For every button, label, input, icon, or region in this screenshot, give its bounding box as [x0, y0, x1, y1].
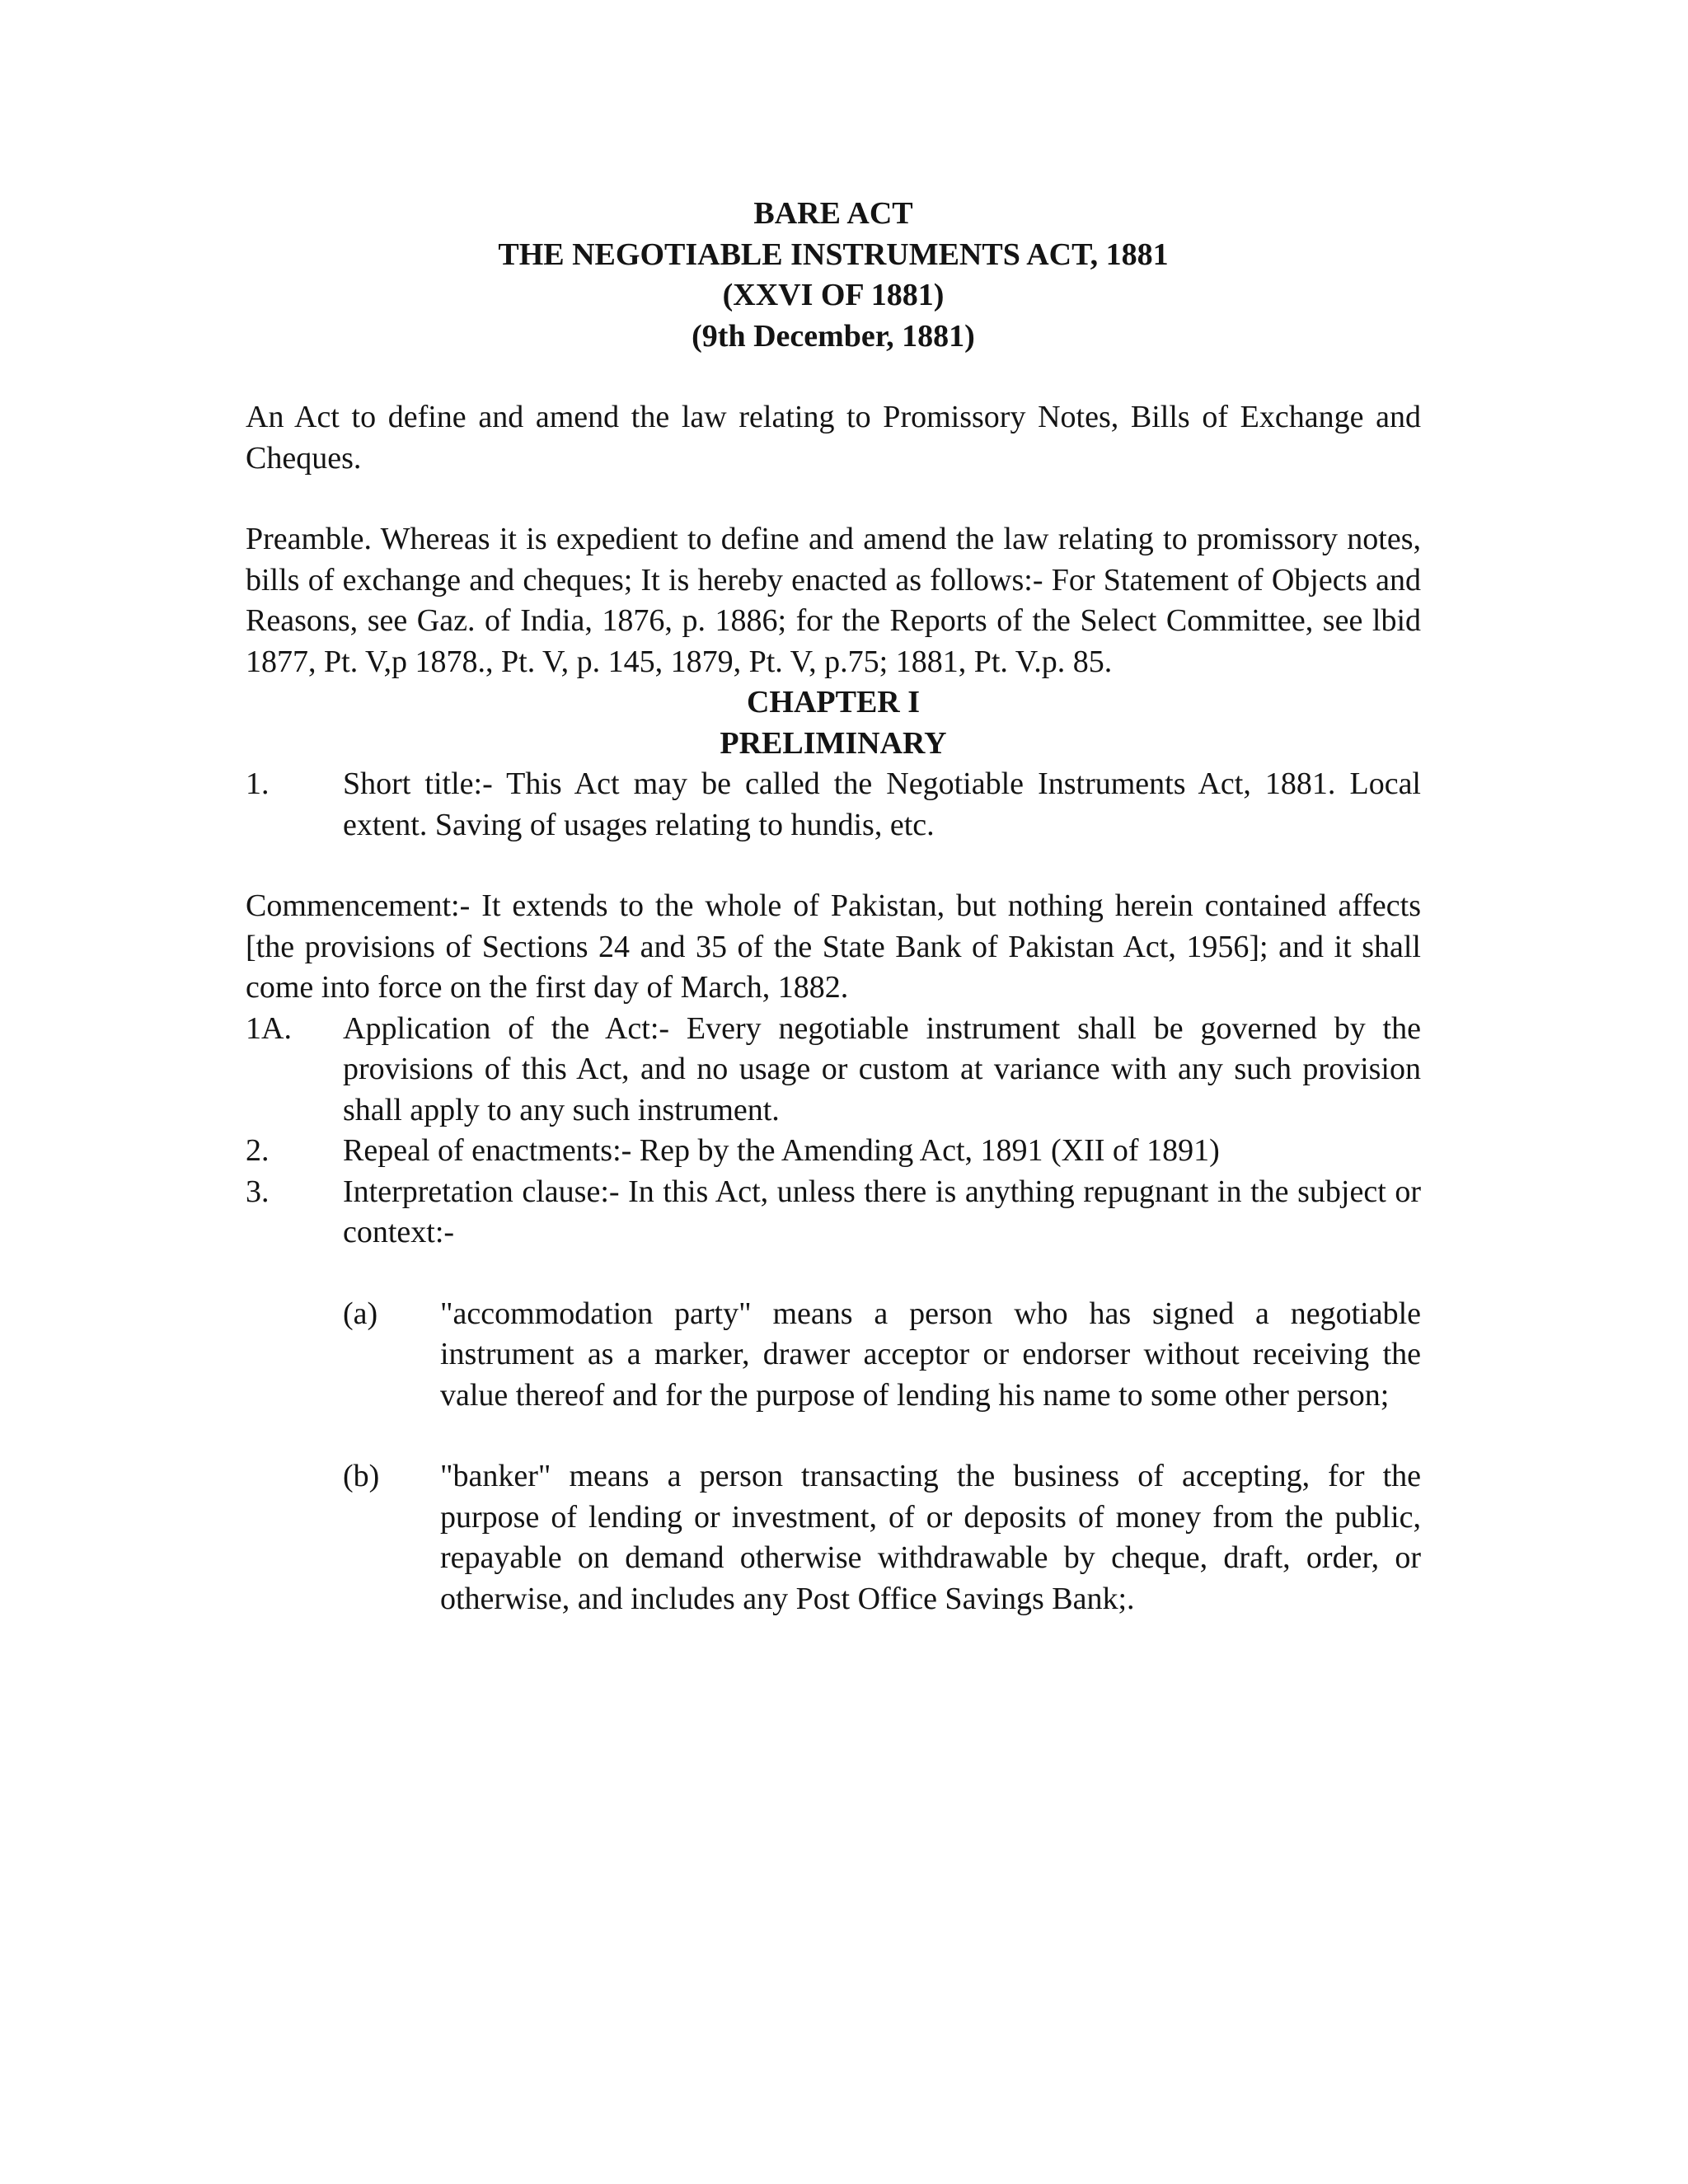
section-1a [246, 1009, 1421, 1132]
section-3 [246, 1172, 1421, 1254]
header-act-date: (9th December, 1881) [692, 318, 975, 354]
clause-text: "banker" means a person transacting the business of accepting, for the purpose of lending or investment, of or deposits of money from the public, repayable on demand otherwise withdrawable by cheque, draft, order, or otherwise, and includes any Post Office Savings Bank;. [440, 1459, 1421, 1616]
section-2 [246, 1131, 1421, 1172]
commencement-paragraph: Commencement:- It extends to the whole of Pakistan, but nothing herein contained affects [the provisions of Sections 24 and 35 of the State Bank of Pakistan Act, 1956]; and it shall come into force on the first day of March, 1882. [246, 888, 1421, 1005]
intro-paragraph: An Act to define and amend the law relating to Promissory Notes, Bills of Exchange and Cheques. [246, 400, 1421, 476]
header-act-number: (XXVI OF 1881) [722, 278, 945, 312]
header-bare-act: BARE ACT [753, 196, 913, 231]
document-header [246, 194, 1421, 357]
section-number: 1. [246, 766, 270, 801]
clause-3a [343, 1294, 1421, 1417]
chapter-subtitle: PRELIMINARY [720, 725, 947, 761]
clause-number: (a) [343, 1296, 378, 1331]
preamble-paragraph: Preamble. Whereas it is expedient to define and amend the law relating to promissory notes, bills of exchange and cheques; It is hereby enacted as follows:- For Statement of Objects and Reasons, see Gaz. of India, 1876, p. 1886; for the Reports of the Select Committee, see lbid 1877, Pt. V,p 1878., Pt. V, p. 145, 1879, Pt. V, p.75; 1881, Pt. V.p. 85. [246, 522, 1421, 679]
section-text: Interpretation clause:- In this Act, unless there is anything repugnant in the subject or context:- [343, 1174, 1421, 1249]
chapter-heading [246, 682, 1421, 764]
section-number: 3. [246, 1174, 270, 1209]
document-page [246, 194, 1421, 1619]
section-1 [246, 764, 1421, 846]
clause-text: "accommodation party" means a person who has signed a negotiable instrument as a marker, drawer acceptor or endorser without receiving the value thereof and for the purpose of lending his name to some other person; [440, 1296, 1421, 1413]
clause-3b [343, 1456, 1421, 1619]
section-number: 2. [246, 1133, 270, 1168]
clause-number: (b) [343, 1459, 380, 1493]
section-text: Application of the Act:- Every negotiable instrument shall be governed by the provisions of this Act, and no usage or custom at variance with any such provision shall apply to any such instrument. [343, 1010, 1421, 1127]
section-text: Repeal of enactments:- Rep by the Amending Act, 1891 (XII of 1891) [343, 1133, 1220, 1168]
header-act-title: THE NEGOTIABLE INSTRUMENTS ACT, 1881 [498, 237, 1169, 272]
chapter-title: CHAPTER I [746, 685, 921, 719]
section-text: Short title:- This Act may be called the Negotiable Instruments Act, 1881. Local extent. Saving of usages relating to hundis, etc. [343, 766, 1421, 842]
section-number: 1A. [246, 1010, 292, 1046]
